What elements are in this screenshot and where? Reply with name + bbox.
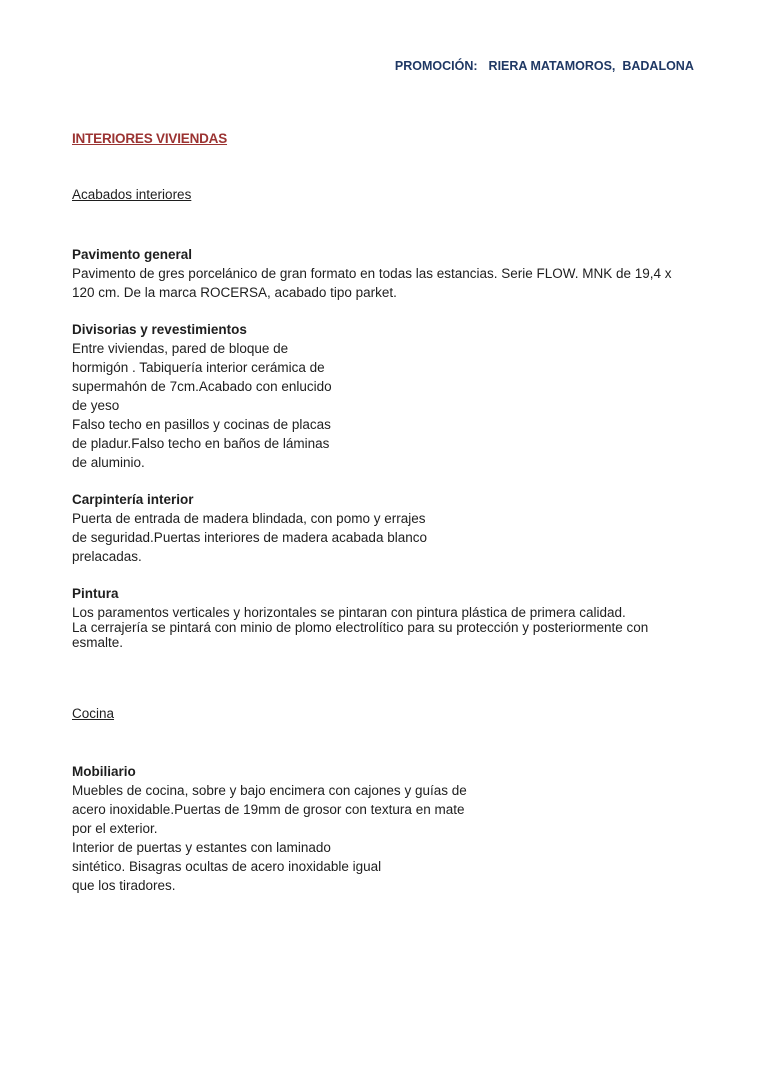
text-line: 120 cm. De la marca ROCERSA, acabado tipo parket. <box>72 285 397 300</box>
text-line: prelacadas. <box>72 549 142 564</box>
divisorias-heading: Divisorias y revestimientos <box>72 322 247 337</box>
text-line: Los paramentos verticales y horizontales se pintaran con pintura plástica de primera calidad. <box>72 605 626 620</box>
section-pavimento <box>72 245 717 302</box>
text-line: que los tiradores. <box>72 878 176 893</box>
promotion-label: PROMOCIÓN: <box>394 59 478 73</box>
text-line: supermahón de 7cm.Acabado con enlucido <box>72 379 332 394</box>
text-line: de seguridad.Puertas interiores de madera acabada blanco <box>72 530 427 545</box>
section-title-cocina: Cocina <box>72 706 115 721</box>
text-line: acero inoxidable.Puertas de 19mm de grosor con textura en mate <box>72 802 465 817</box>
carpinteria-heading: Carpintería interior <box>72 492 194 507</box>
text-line: de pladur.Falso techo en baños de láminas <box>72 436 330 451</box>
text-line: Falso techo en pasillos y cocinas de placas <box>72 417 331 432</box>
text-line: Entre viviendas, pared de bloque de <box>72 341 289 356</box>
section-mobiliario <box>72 762 717 895</box>
text-line: Pavimento de gres porcelánico de gran formato en todas las estancias. Serie FLOW. MNK de 19,4 x <box>72 266 672 281</box>
text-line: La cerrajería se pintará con minio de plomo electrolítico para su protección y posteriormente con <box>72 620 649 635</box>
text-line: sintético. Bisagras ocultas de acero inoxidable igual <box>72 859 382 874</box>
text-line: hormigón . Tabiquería interior cerámica de <box>72 360 325 375</box>
promotion-header <box>381 45 694 87</box>
pintura-heading: Pintura <box>72 586 119 601</box>
text-line: esmalte. <box>72 635 124 650</box>
text-line: Interior de puertas y estantes con laminado <box>72 840 331 855</box>
text-line: de aluminio. <box>72 455 145 470</box>
section-pintura <box>72 584 717 650</box>
promotion-value: RIERA MATAMOROS, BADALONA <box>488 59 694 73</box>
section-carpinteria <box>72 490 717 566</box>
text-line: de yeso <box>72 398 120 413</box>
page-title: INTERIORES VIVIENDAS <box>72 131 228 146</box>
text-line: Puerta de entrada de madera blindada, con pomo y errajes <box>72 511 426 526</box>
pavimento-heading: Pavimento general <box>72 247 193 262</box>
mobiliario-heading: Mobiliario <box>72 764 136 779</box>
text-line: Muebles de cocina, sobre y bajo encimera con cajones y guías de <box>72 783 467 798</box>
text-line: por el exterior. <box>72 821 158 836</box>
section-title-acabados: Acabados interiores <box>72 187 192 202</box>
section-divisorias <box>72 320 717 472</box>
